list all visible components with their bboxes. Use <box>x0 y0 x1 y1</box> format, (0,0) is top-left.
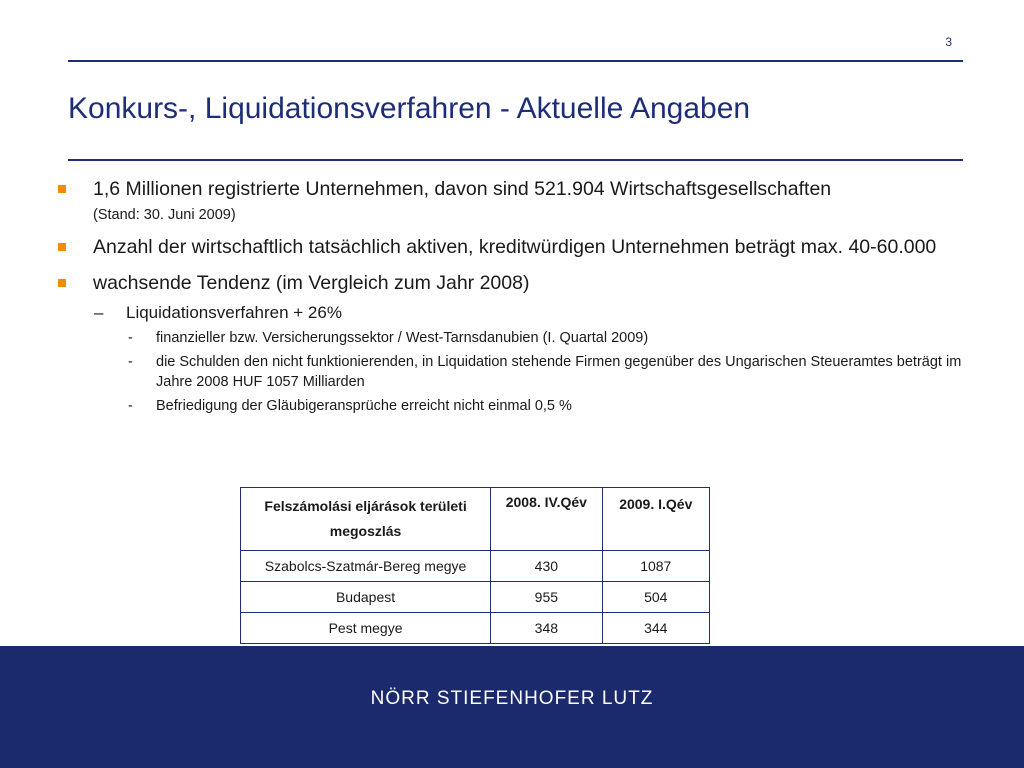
table-row <box>241 613 710 644</box>
sub-bullet-item <box>56 300 966 326</box>
table-cell: 430 <box>491 551 602 582</box>
top-rule <box>68 60 963 62</box>
dash-marker: - <box>128 354 133 370</box>
bullet-content <box>56 174 966 420</box>
bullet-text: wachsende Tendenz (im Vergleich zum Jahr 2008) <box>93 272 530 294</box>
table-row <box>241 551 710 582</box>
bullet-square-icon <box>58 279 66 287</box>
sub-sub-bullet-text: finanzieller bzw. Versicherungssektor / West-Tarnsdanubien (I. Quartal 2009) <box>156 330 649 346</box>
table-cell: Szabolcs-Szatmár-Bereg megye <box>241 551 491 582</box>
table-header-cell: Felszámolási eljárások területi megoszlás <box>241 488 491 551</box>
table-cell: Budapest <box>241 582 491 613</box>
sub-sub-bullet-text: die Schulden den nicht funktionierenden, in Liquidation stehende Firmen gegenüber des Ungarischen Steueramtes beträgt im Jahre 2008 HUF 1057 Milliarden <box>156 354 962 390</box>
sub-sub-bullet-item <box>56 352 966 392</box>
dash-marker: – <box>94 303 104 322</box>
dash-marker: - <box>128 398 133 414</box>
table-cell: 348 <box>491 613 602 644</box>
sub-bullet-text: Liquidationsverfahren + 26% <box>126 303 342 322</box>
table-row <box>241 582 710 613</box>
table-cell: Pest megye <box>241 613 491 644</box>
company-logo: NÖRR STIEFENHOFER LUTZ <box>370 688 654 709</box>
bullet-text: Anzahl der wirtschaftlich tatsächlich aktiven, kreditwürdigen Unternehmen beträgt max. 40-60.000 <box>93 236 937 258</box>
footer-band <box>0 646 1024 768</box>
bullet-square-icon <box>58 185 66 193</box>
bullet-text: 1,6 Millionen registrierte Unternehmen, davon sind 521.904 Wirtschaftsgesellschaften <box>93 178 832 200</box>
title-rule <box>68 159 963 161</box>
dash-marker: - <box>128 330 133 346</box>
table-cell: 504 <box>602 582 709 613</box>
bullet-square-icon <box>58 243 66 251</box>
table-header-row <box>241 488 710 551</box>
table-cell: 955 <box>491 582 602 613</box>
sub-sub-bullet-item <box>56 328 966 348</box>
slide-title: Konkurs-, Liquidationsverfahren - Aktuelle Angaben <box>68 92 751 125</box>
table-header-cell: 2009. I.Qév <box>602 488 709 551</box>
liquidation-table <box>240 487 710 644</box>
sub-sub-bullet-item <box>56 396 966 416</box>
table-header-cell: 2008. IV.Qév <box>491 488 602 551</box>
bullet-item <box>56 232 966 262</box>
table-cell: 344 <box>602 613 709 644</box>
bullet-item <box>56 268 966 298</box>
sub-sub-bullet-text: Befriedigung der Gläubigeransprüche erreicht nicht einmal 0,5 % <box>156 398 572 414</box>
bullet-item <box>56 174 966 226</box>
slide-number: 3 <box>945 35 952 49</box>
table-cell: 1087 <box>602 551 709 582</box>
bullet-subnote: (Stand: 30. Juni 2009) <box>93 207 236 223</box>
